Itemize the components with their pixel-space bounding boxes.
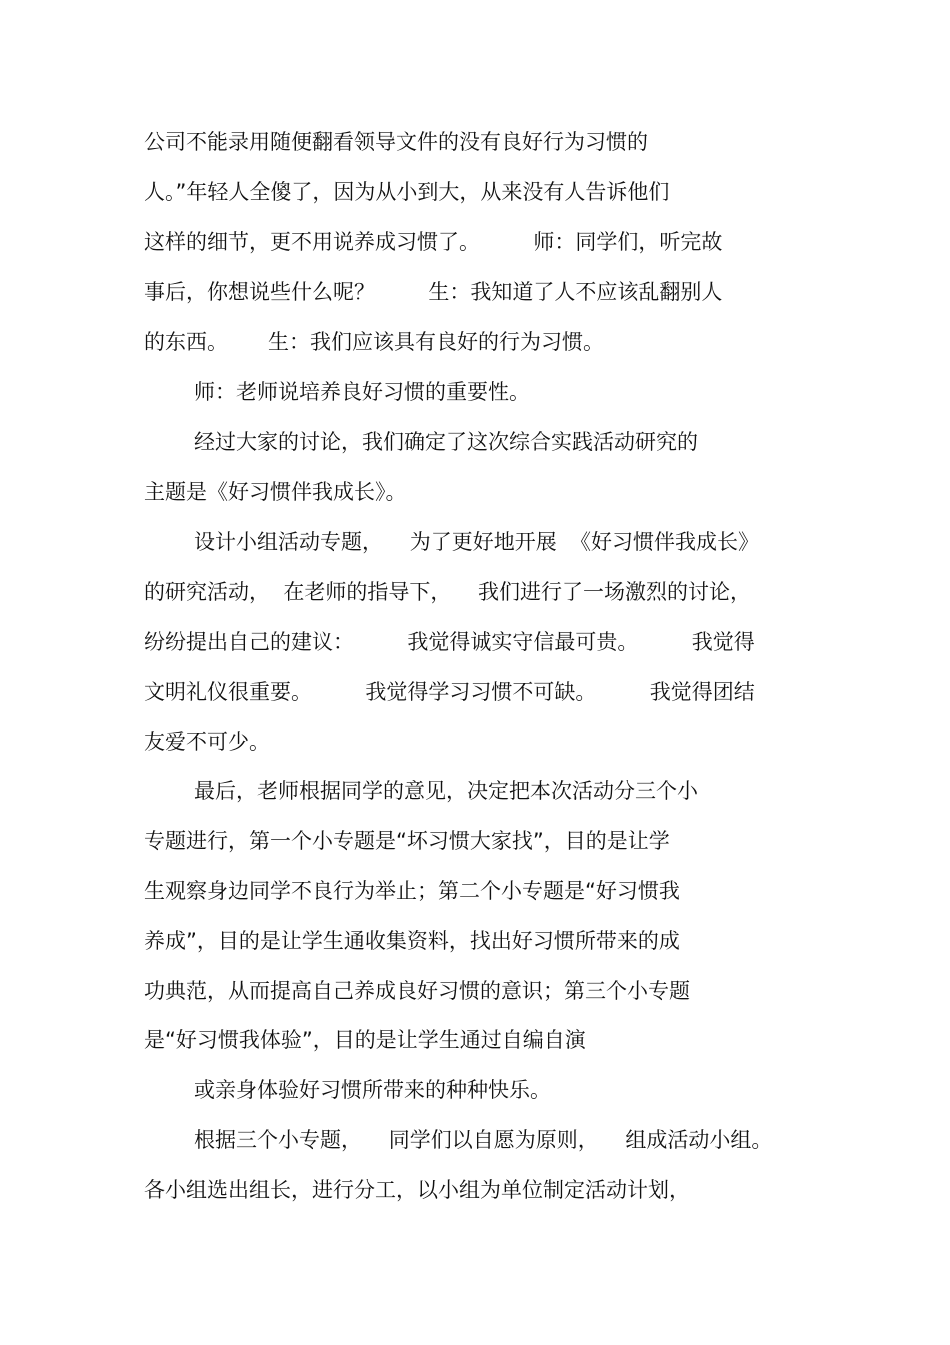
text-line-16: 生观察身边同学不良行为举止；第二个小专题是“好习惯我 <box>144 879 680 903</box>
text-line-5: 的东西。 生：我们应该具有良好的行为习惯。 <box>144 330 605 354</box>
text-line-19: 是“好习惯我体验”，目的是让学生通过自编自演 <box>144 1028 586 1052</box>
text-line-8: 主题是《好习惯伴我成长》。 <box>144 480 407 504</box>
text-line-18: 功典范，从而提高自己养成良好习惯的意识；第三个小专题 <box>144 979 690 1003</box>
text-line-3: 这样的细节，更不用说养成习惯了。 师：同学们，听完故 <box>144 230 723 254</box>
text-line-10: 的研究活动， 在老师的指导下， 我们进行了一场激烈的讨论， <box>144 580 752 604</box>
text-line-20: 或亲身体验好习惯所带来的种种快乐。 <box>194 1078 551 1102</box>
text-line-11: 纷纷提出自己的建议： 我觉得诚实守信最可贵。 我觉得 <box>144 630 755 654</box>
text-line-21: 根据三个小专题， 同学们以自愿为原则， 组成活动小组。 <box>194 1128 773 1152</box>
text-line-2: 人。”年轻人全傻了，因为从小到大，从来没有人告诉他们 <box>144 180 670 204</box>
text-line-9: 设计小组活动专题， 为了更好地开展 《好习惯伴我成长》 <box>194 530 760 554</box>
text-line-13: 友爱不可少。 <box>144 730 270 754</box>
text-line-4: 事后，你想说些什么呢？ 生：我知道了人不应该乱翻别人 <box>144 280 723 304</box>
text-line-6: 师：老师说培养良好习惯的重要性。 <box>194 380 530 404</box>
text-line-1: 公司不能录用随便翻看领导文件的没有良好行为习惯的 <box>144 130 648 154</box>
text-line-14: 最后，老师根据同学的意见，决定把本次活动分三个小 <box>194 779 698 803</box>
text-line-12: 文明礼仪很重要。 我觉得学习习惯不可缺。 我觉得团结 <box>144 680 755 704</box>
text-line-15: 专题进行，第一个小专题是“坏习惯大家找”，目的是让学 <box>144 829 670 853</box>
text-line-7: 经过大家的讨论，我们确定了这次综合实践活动研究的 <box>194 430 698 454</box>
text-line-22: 各小组选出组长，进行分工，以小组为单位制定活动计划， <box>144 1178 690 1202</box>
text-line-17: 养成”，目的是让学生通收集资料，找出好习惯所带来的成 <box>144 929 680 953</box>
